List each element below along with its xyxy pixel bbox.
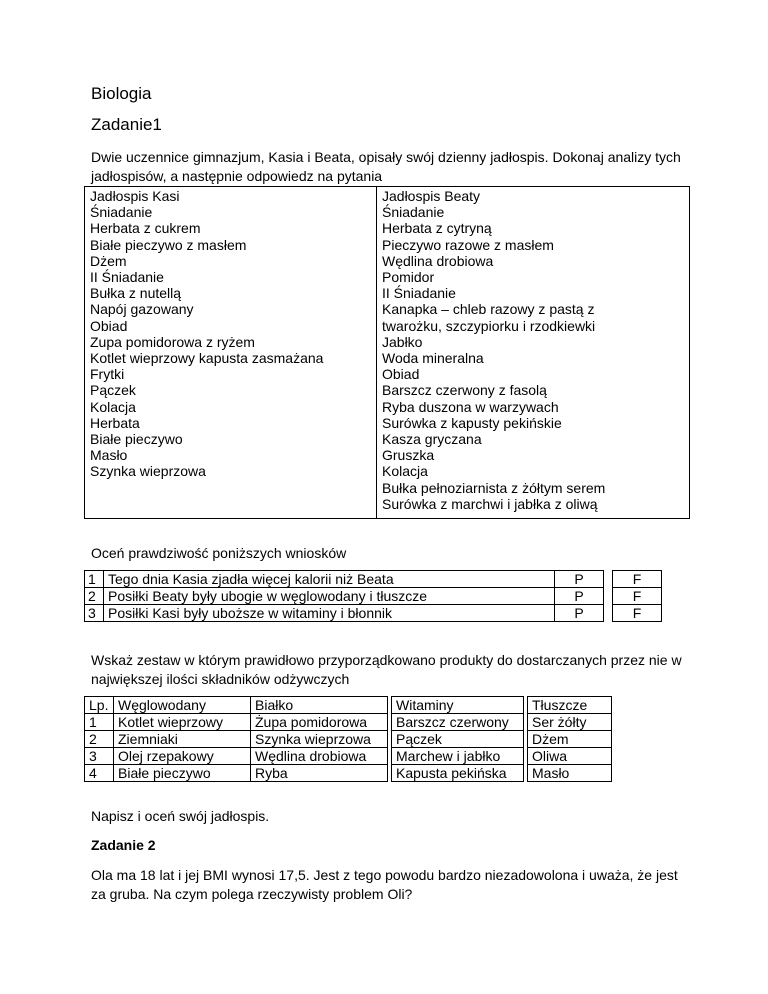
menu-beaty-line: Barszcz czerwony z fasolą (382, 382, 547, 399)
nutrient-match-table (84, 696, 612, 782)
menu-beaty-line: Wędlina drobiowa (382, 252, 494, 269)
table-cell: Barszcz czerwony (392, 714, 524, 731)
menu-kasi-line: Białe pieczywo z masłem (90, 236, 247, 253)
menu-kasi-line: Białe pieczywo (90, 431, 183, 448)
table-row[interactable] (85, 731, 612, 748)
menu-beaty-line: Woda mineralna (382, 350, 484, 367)
table-cell: Żupa pomidorowa (251, 714, 388, 731)
menu-beaty-line: Herbata z cytryną (382, 220, 492, 237)
statement-text: Posiłki Kasi były uboższe w witaminy i błonnik (104, 605, 555, 622)
false-option[interactable]: F (613, 588, 662, 605)
menu-kasi-cell (85, 187, 377, 519)
table-cell: Ryba (251, 765, 388, 782)
task1-intro: Dwie uczennice gimnazjum, Kasia i Beata, opisały swój dzienny jadłospis. Dokonaj analizy tych jadłospisów, a następnie odpowiedz na pytania (91, 149, 681, 184)
false-option[interactable]: F (613, 571, 662, 588)
table-header-row (85, 697, 612, 714)
table-row (85, 605, 662, 622)
menu-kasi-line: Kolacja (90, 398, 136, 415)
menu-beaty-line: Pieczywo razowe z masłem (382, 236, 554, 253)
statement-text: Tego dnia Kasia zjadła więcej kalorii niż Beata (104, 571, 555, 588)
menu-kasi-line: Szynka wieprzowa (90, 463, 206, 480)
table-cell: Marchew i jabłko (392, 748, 524, 765)
true-option[interactable]: P (555, 571, 604, 588)
menu-beaty-line: Kanapka – chleb razowy z pastą z (382, 301, 595, 318)
task2-text: Ola ma 18 lat i jej BMI wynosi 17,5. Jest z tego powodu bardzo niezadowolona i uważa, że jest za gruba. Na czym polega rzeczywisty problem Oli? (91, 867, 678, 902)
menu-kasi-line: Zupa pomidorowa z ryżem (90, 333, 255, 350)
statement-number: 1 (85, 571, 104, 588)
true-option[interactable]: P (555, 605, 604, 622)
task1-heading: Zadanie1 (91, 115, 162, 134)
menu-kasi-line: Obiad (90, 317, 128, 334)
table-cell: 4 (85, 765, 114, 782)
menu-beaty-line: II Śniadanie (382, 285, 456, 302)
menu-beaty-line: twarożku, szczypiorku i rzodkiewki (382, 317, 596, 334)
menu-comparison-table (84, 186, 690, 519)
table-cell: Kapusta pekińska (392, 765, 524, 782)
column-header: Tłuszcze (528, 697, 612, 714)
menu-kasi-line: Frytki (90, 366, 125, 383)
menu-beaty-line: Kolacja (382, 463, 428, 480)
table-cell: Oliwa (528, 748, 612, 765)
menu-beaty-line: Jabłko (382, 333, 423, 350)
column-header: Lp. (85, 697, 114, 714)
column-header: Węglowodany (114, 697, 251, 714)
statement-number: 3 (85, 605, 104, 622)
menu-beaty-line: Kasza gryczana (382, 431, 482, 448)
menu-kasi-line: Kotlet wieprzowy kapusta zasmażana (90, 350, 324, 367)
menu-kasi-line: Jadłospis Kasi (90, 188, 180, 204)
menu-kasi-line: Herbata z cukrem (90, 220, 201, 237)
menu-beaty-line: Śniadanie (382, 204, 445, 221)
menu-kasi-line: Bułka z nutellą (90, 285, 182, 302)
true-false-table (84, 570, 662, 622)
false-option[interactable]: F (613, 605, 662, 622)
table-cell: 3 (85, 748, 114, 765)
menu-kasi-line: Herbata (90, 414, 140, 431)
table-cell: 2 (85, 731, 114, 748)
table-row[interactable] (85, 714, 612, 731)
write-prompt: Napisz i oceń swój jadłospis. (91, 808, 270, 824)
menu-beaty-line: Jadłospis Beaty (382, 188, 481, 204)
match-prompt: Wskaż zestaw w którym prawidłowo przyporządkowano produkty do dostarczanych przez nie w największej ilości składników odżywczych (91, 652, 682, 687)
menu-beaty-line: Ryba duszona w warzywach (382, 398, 559, 415)
table-cell: Dżem (528, 731, 612, 748)
menu-kasi-line: Napój gazowany (90, 301, 194, 318)
table-cell: Kotlet wieprzowy (114, 714, 251, 731)
table-row[interactable] (85, 748, 612, 765)
table-cell: Białe pieczywo (114, 765, 251, 782)
menu-beaty-cell (377, 187, 690, 519)
menu-kasi-line: Masło (90, 447, 128, 464)
table-cell: Wędlina drobiowa (251, 748, 388, 765)
menu-beaty-line: Gruszka (382, 447, 435, 464)
table-row (85, 571, 662, 588)
column-header: Białko (251, 697, 388, 714)
menu-beaty-line: Pomidor (382, 269, 435, 286)
menu-kasi-line: Pączek (90, 382, 136, 399)
table-cell: Ser żółty (528, 714, 612, 731)
menu-kasi-line: II Śniadanie (90, 269, 164, 286)
true-option[interactable]: P (555, 588, 604, 605)
menu-kasi-line: Dżem (90, 252, 127, 269)
statement-number: 2 (85, 588, 104, 605)
menu-beaty-line: Surówka z marchwi i jabłka z oliwą (382, 495, 598, 512)
menu-beaty-line: Bułka pełnoziarnista z żółtym serem (382, 479, 606, 496)
table-cell: Olej rzepakowy (114, 748, 251, 765)
table-cell: Ziemniaki (114, 731, 251, 748)
table-row (85, 588, 662, 605)
subject-heading: Biologia (91, 84, 152, 103)
menu-beaty-line: Obiad (382, 366, 420, 383)
table-cell: Masło (528, 765, 612, 782)
menu-kasi-line: Śniadanie (90, 204, 153, 221)
table-cell: 1 (85, 714, 114, 731)
task2-heading: Zadanie 2 (91, 837, 156, 853)
menu-beaty-line: Surówka z kapusty pekińskie (382, 414, 562, 431)
table-cell: Szynka wieprzowa (251, 731, 388, 748)
assess-prompt: Oceń prawdziwość poniższych wniosków (91, 545, 347, 561)
column-header: Witaminy (392, 697, 524, 714)
table-row[interactable] (85, 765, 612, 782)
statement-text: Posiłki Beaty były ubogie w węglowodany i tłuszcze (104, 588, 555, 605)
table-cell: Pączek (392, 731, 524, 748)
